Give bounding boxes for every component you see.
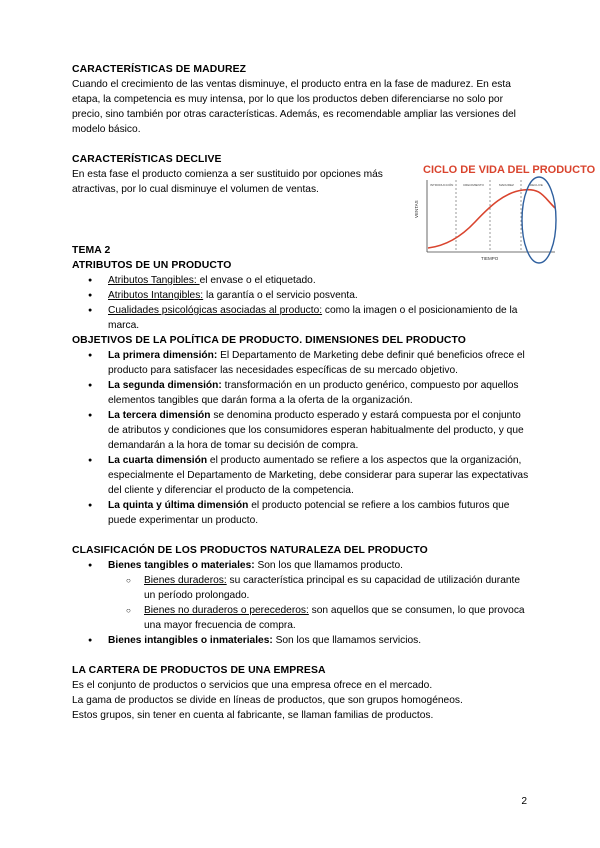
list-item	[72, 303, 532, 333]
list-item	[72, 558, 532, 573]
item-label: La tercera dimensión	[108, 410, 211, 421]
item-text: su característica principal es su capacidad de utilización durante un período prolongado.	[144, 575, 521, 601]
section-cartera	[72, 663, 532, 723]
list-item	[72, 573, 532, 603]
item-label: Atributos Intangibles:	[108, 290, 204, 301]
page-number: 2	[521, 796, 527, 807]
item-text: son aquellos que se consumen, lo que provoca una mayor frecuencia de compra.	[144, 605, 525, 631]
item-label: Atributos Tangibles:	[108, 275, 200, 286]
item-text: transformación en un producto genérico, compuesto por aquellos elementos tangibles que darán forma a la oferta de la organización.	[108, 380, 519, 406]
objetivos-title: OBJETIVOS DE LA POLÍTICA DE PRODUCTO. DIMENSIONES DEL PRODUCTO	[72, 335, 466, 346]
item-label: Bienes duraderos:	[144, 575, 227, 586]
item-label: Cualidades psicológicas asociadas al producto:	[108, 305, 323, 316]
section-objetivos	[72, 333, 532, 528]
cartera-line: Estos grupos, sin tener en cuenta al fabricante, se llaman familias de productos.	[72, 710, 434, 721]
cartera-title: LA CARTERA DE PRODUCTOS DE UNA EMPRESA	[72, 665, 326, 676]
declive-circle-annotation	[522, 177, 556, 263]
item-text: el producto aumentado se refiere a los aspectos que la organización, especialmente el Departamento de Marketing, debe considerar para superar las expectativas del cliente y diferenciar el producto de la competencia.	[108, 455, 529, 496]
clasificacion-list-2	[72, 633, 532, 648]
madurez-title: CARACTERÍSTICAS DE MADUREZ	[72, 64, 247, 75]
bienes-sublist	[72, 573, 532, 633]
item-text: Son los que llamamos servicios.	[272, 635, 422, 646]
item-label: Bienes intangibles o inmateriales:	[108, 635, 273, 646]
item-text: Son los que llamamos producto.	[254, 560, 404, 571]
item-label: Bienes tangibles o materiales:	[108, 560, 255, 571]
tema2-heading: TEMA 2	[72, 245, 111, 256]
phase-label: DECLIVE	[530, 183, 543, 187]
clasificacion-list	[72, 558, 532, 573]
item-text: el producto potencial se refiere a los cambios futuros que puede experimentar un producto.	[108, 500, 510, 526]
product-life-cycle-chart	[414, 160, 596, 264]
phase-label: INTRODUCCIÓN	[430, 183, 454, 187]
section-clasificacion	[72, 543, 532, 648]
list-item	[72, 288, 532, 303]
atributos-list	[72, 273, 532, 333]
item-label: La segunda dimensión:	[108, 380, 222, 391]
cartera-line: Es el conjunto de productos o servicios que una empresa ofrece en el mercado.	[72, 680, 433, 691]
item-text: como la imagen o el posicionamiento de la marca.	[108, 305, 518, 331]
item-label: Bienes no duraderos o perecederos:	[144, 605, 309, 616]
list-item	[72, 603, 532, 633]
list-item	[72, 378, 532, 408]
atributos-title: ATRIBUTOS DE UN PRODUCTO	[72, 260, 232, 271]
list-item	[72, 498, 532, 528]
list-item	[72, 633, 532, 648]
chart-title: CICLO DE VIDA DEL PRODUCTO	[423, 164, 596, 176]
phase-label: MADUREZ	[499, 183, 514, 187]
item-text: El Departamento de Marketing debe definir qué beneficios ofrece el producto para satisfacer las necesidades específicas de su mercado objetivo.	[108, 350, 525, 376]
item-label: La quinta y última dimensión	[108, 500, 249, 511]
cartera-line: La gama de productos se divide en líneas de productos, que son grupos homogéneos.	[72, 695, 463, 706]
chart-xlabel: TIEMPO	[481, 256, 499, 261]
item-label: La cuarta dimensión	[108, 455, 208, 466]
declive-text: En esta fase el producto comienza a ser sustituido por opciones más atractivas, por lo cual disminuye el volumen de ventas.	[72, 169, 383, 195]
list-item	[72, 453, 532, 498]
item-label: La primera dimensión:	[108, 350, 218, 361]
chart-ylabel: VENTAS	[414, 200, 419, 218]
list-item	[72, 273, 532, 288]
declive-title: CARACTERÍSTICAS DECLIVE	[72, 154, 222, 165]
item-text: la garantía o el servicio posventa.	[203, 290, 358, 301]
item-text: se denomina producto esperado y estará compuesta por el conjunto de atributos y condiciones que los consumidores esperan habitualmente del producto, y que demandarán a la hora de tomar su decisión de compra.	[108, 410, 524, 451]
clasificacion-title: CLASIFICACIÓN DE LOS PRODUCTOS NATURALEZA DEL PRODUCTO	[72, 545, 428, 556]
list-item	[72, 408, 532, 453]
phase-label: CRECIMIENTO	[463, 183, 484, 187]
dimensiones-list	[72, 348, 532, 528]
list-item	[72, 348, 532, 378]
section-madurez	[72, 62, 532, 137]
item-text: el envase o el etiquetado.	[199, 275, 316, 286]
sales-curve	[428, 190, 555, 248]
madurez-text: Cuando el crecimiento de las ventas disminuye, el producto entra en la fase de madurez. En esta etapa, la competencia es muy intensa, por lo que los productos deben diferenciarse no solo por precio, sino también por otras características. Además, es recomendable ampliar las versiones del modelo básico.	[72, 79, 516, 135]
